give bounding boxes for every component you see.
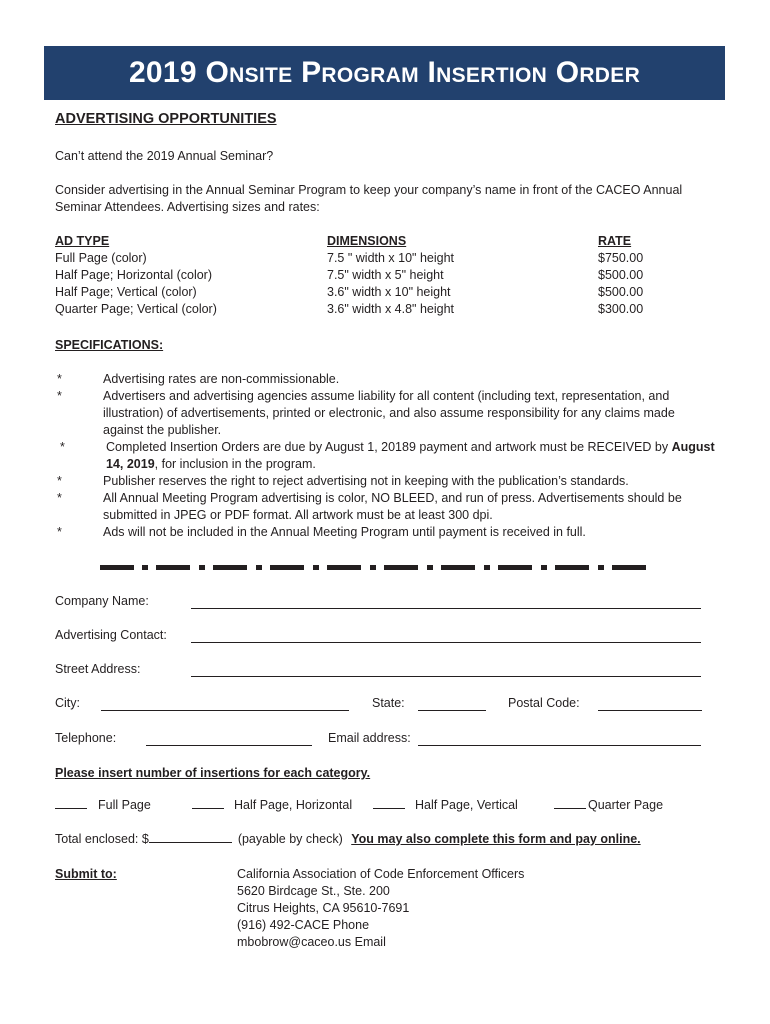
state-label: State: [372,696,405,710]
list-item [55,371,715,388]
ad-type-column [55,233,217,318]
cut-dot [370,565,376,570]
pay-online-link[interactable]: You may also complete this form and pay online. [351,832,641,846]
list-item [55,439,715,473]
cut-dash [384,565,418,570]
intro-question: Can’t attend the 2019 Annual Seminar? [55,149,274,163]
cut-dot [313,565,319,570]
list-item [55,473,715,490]
insertion-option-full-page [55,798,151,812]
address-line: (916) 492-CACE Phone [237,918,370,932]
list-item [55,490,715,524]
rate-cell: $500.00 [598,285,644,299]
full-page-count-field[interactable] [55,808,87,809]
bullet: * [57,372,62,386]
address-line: California Association of Code Enforcement Officers [237,867,525,881]
advertising-contact-label: Advertising Contact: [55,628,167,642]
spec-text: Publisher reserves the right to reject advertising not in keeping with the publication’s standards. [103,474,629,488]
option-label: Half Page, Horizontal [234,798,353,812]
cut-dash [327,565,361,570]
bullet: * [57,474,62,488]
option-label: Quarter Page [588,798,664,812]
insertion-option-half-vertical [373,798,518,812]
advertising-contact-field[interactable] [191,642,701,643]
specifications-list [55,371,715,541]
insertions-heading: Please insert number of insertions for each category. [55,766,371,780]
spec-text: Advertising rates are non-commissionable. [103,372,340,386]
cut-dot [427,565,433,570]
dimensions-header: DIMENSIONS [327,234,407,248]
spec-text: Ads will not be included in the Annual Meeting Program until payment is received in full. [103,525,586,539]
list-item [55,524,715,541]
rate-cell: $750.00 [598,251,644,265]
deadline-date: August 14, 2019 [106,440,715,471]
bullet: * [57,491,62,505]
dimensions-column [327,233,454,318]
company-name-field[interactable] [191,608,701,609]
list-item [55,388,715,439]
submit-to-label: Submit to: [55,867,117,881]
spec-text [106,439,715,473]
deadline-text: Completed Insertion Orders are due by August 1, 20189 payment and artwork must be RECEIVED by [106,440,672,454]
insertion-option-quarter-page [554,798,663,812]
cut-dash [270,565,304,570]
cut-line [100,564,650,572]
email-address-field[interactable] [418,745,701,746]
ad-type-cell: Half Page; Vertical (color) [55,285,197,299]
cut-dash [441,565,475,570]
cut-dot [598,565,604,570]
cut-dash [100,565,134,570]
rate-header: RATE [598,234,632,248]
cut-dash [612,565,646,570]
cut-dash [498,565,532,570]
advertising-opportunities-heading: ADVERTISING OPPORTUNITIES [55,111,277,127]
option-label: Half Page, Vertical [415,798,518,812]
total-label: Total enclosed: $ [55,832,149,846]
bullet: * [57,389,62,403]
city-field[interactable] [101,710,349,711]
spec-text: Advertisers and advertising agencies assume liability for all content (including text, representation, and illustration) of advertisements, printed or electronic, and also assume responsibility for any claims made against the publisher. [103,389,675,437]
ad-type-cell: Full Page (color) [55,251,147,265]
half-vertical-count-field[interactable] [373,808,405,809]
payment-note: (payable by check) [237,832,343,846]
address-line: 5620 Birdcage St., Ste. 200 [237,884,390,898]
address-line: Citrus Heights, CA 95610-7691 [237,901,410,915]
spec-text: All Annual Meeting Program advertising is color, NO BLEED, and run of press. Advertisements should be submitted in JPEG or PDF format. All artwork must be at least 300 dpi. [103,491,682,522]
cut-dot [541,565,547,570]
street-address-label: Street Address: [55,662,141,676]
cut-dot [256,565,262,570]
cut-dot [484,565,490,570]
dimensions-cell: 7.5" width x 5" height [327,268,444,282]
total-amount-field[interactable] [149,842,232,843]
page-title: 2019 Onsite Program Insertion Order [128,56,641,89]
specifications-heading: SPECIFICATIONS: [55,338,164,352]
rate-column [598,233,643,318]
email-address-label: Email address: [328,731,411,745]
title-banner [44,46,725,100]
ad-type-cell: Half Page; Horizontal (color) [55,268,213,282]
cut-dot [199,565,205,570]
city-label: City: [55,696,80,710]
dimensions-cell: 3.6" width x 10" height [327,285,451,299]
company-name-label: Company Name: [55,594,149,608]
street-address-field[interactable] [191,676,701,677]
insertion-option-half-horizontal [192,798,352,812]
dimensions-cell: 3.6" width x 4.8" height [327,302,455,316]
total-row [55,832,641,846]
rate-cell: $500.00 [598,268,644,282]
ad-type-cell: Quarter Page; Vertical (color) [55,302,217,316]
rate-cell: $300.00 [598,302,644,316]
quarter-page-count-field[interactable] [554,808,586,809]
postal-code-label: Postal Code: [508,696,580,710]
bullet: * [60,440,65,454]
half-horizontal-count-field[interactable] [192,808,224,809]
cut-dot [142,565,148,570]
address-line: mbobrow@caceo.us Email [237,935,386,949]
postal-code-field[interactable] [598,710,702,711]
telephone-field[interactable] [146,745,312,746]
cut-dash [213,565,247,570]
intro-description: Consider advertising in the Annual Seminar Program to keep your company’s name in front of the CACEO Annual Seminar Attendees. Advertising sizes and rates: [55,183,683,214]
state-field[interactable] [418,710,486,711]
telephone-label: Telephone: [55,731,117,745]
dimensions-cell: 7.5 " width x 10" height [327,251,455,265]
ad-type-header: AD TYPE [55,234,110,248]
option-label: Full Page [98,798,151,812]
deadline-suffix: , for inclusion in the program. [154,457,316,471]
cut-dash [156,565,190,570]
cut-dash [555,565,589,570]
bullet: * [57,525,62,539]
submit-address [237,866,524,951]
